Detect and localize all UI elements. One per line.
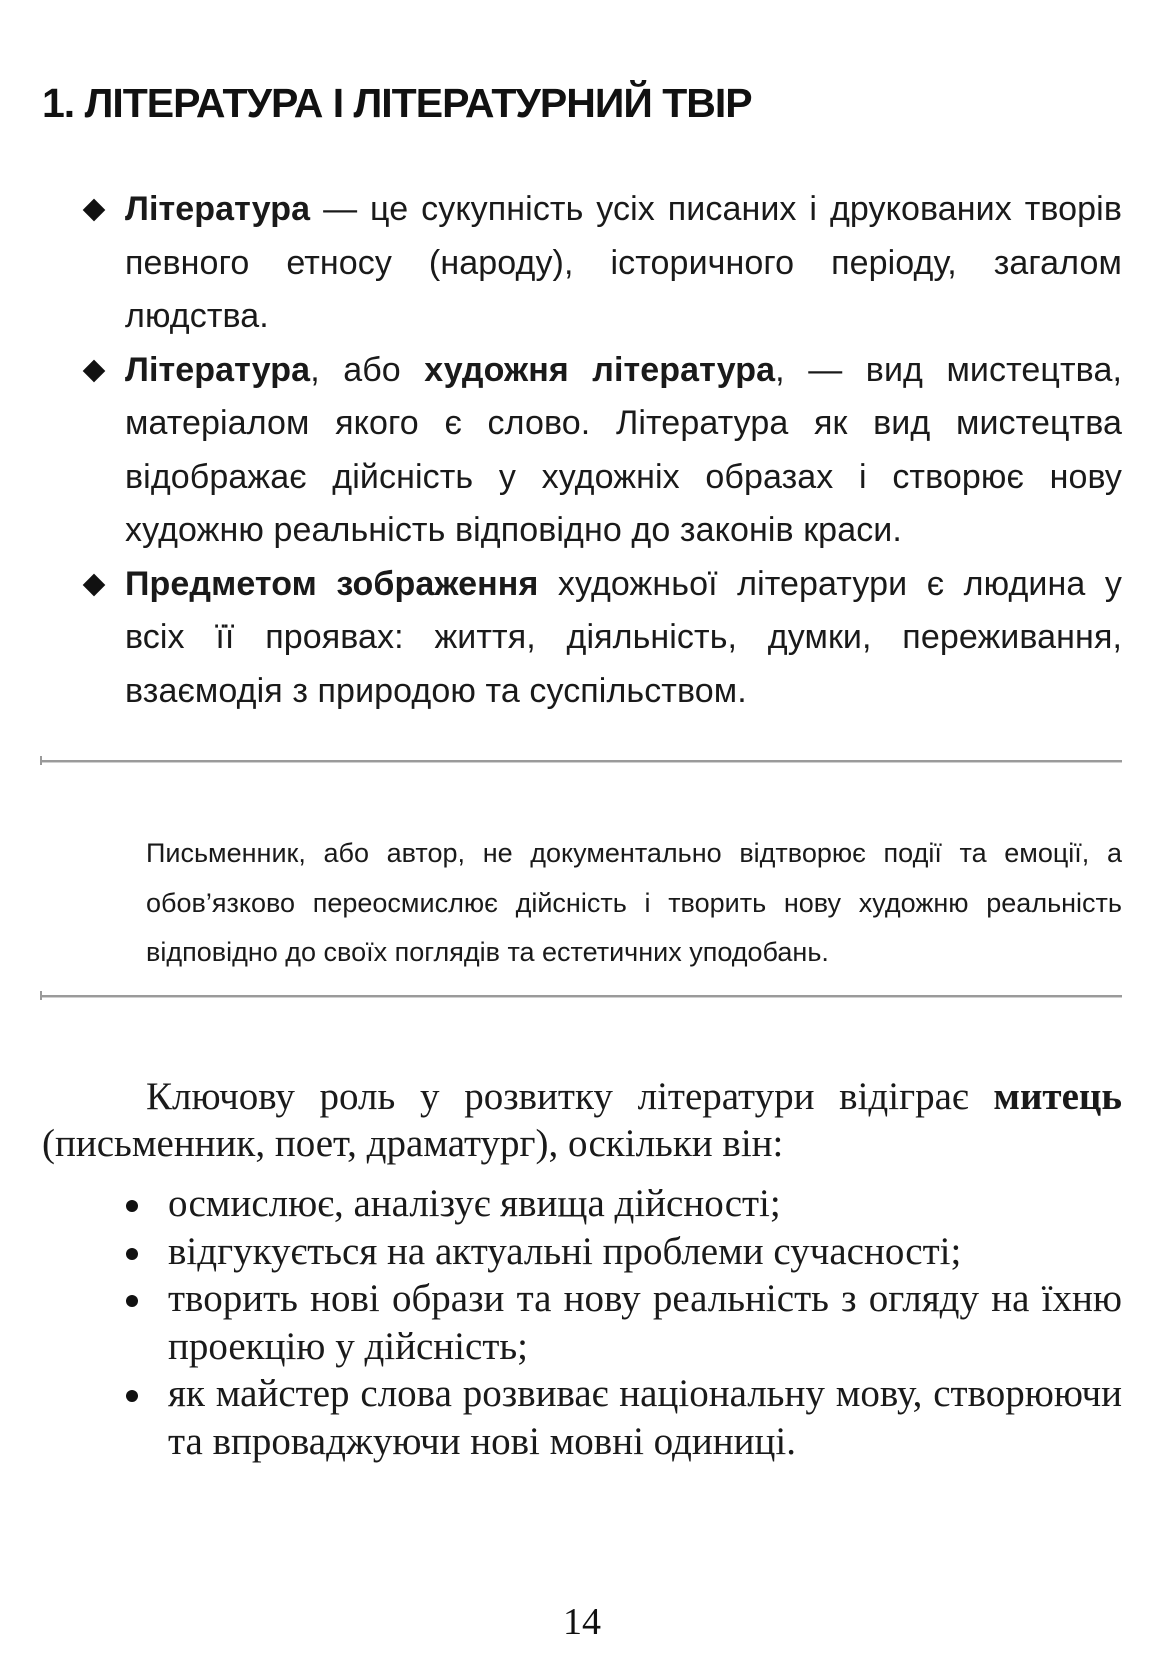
round-bullet-icon	[126, 1295, 138, 1307]
lead-bold-term: митець	[993, 1075, 1122, 1118]
artist-roles-list	[120, 1180, 1122, 1465]
list-item	[120, 1370, 1122, 1465]
list-item-text: відгукується на актуальні проблеми сучасності;	[168, 1229, 962, 1273]
diamond-bullet-icon	[83, 359, 106, 382]
definition-term: Література	[125, 190, 311, 228]
list-item	[120, 1275, 1122, 1370]
list-item-text: творить нові образи та нову реальність з огляду на їхню проекцію у дійсність;	[168, 1277, 1122, 1368]
definition-text: художньої літератури є людина у всіх її проявах: життя, діяльність, думки, переживання, взаємодія з природою та суспільством.	[125, 564, 1122, 710]
definition-text: , — вид мистецтва, матеріалом якого є слово. Література як вид мистецтва відображає дійсність у художніх образах і створює нову художню реальність відповідно до законів краси.	[125, 350, 1123, 549]
list-item-text: як майстер слова розвиває національну мову, створюючи та впроваджуючи нові мовні одиниці.	[168, 1372, 1122, 1463]
lead-text-end: (письменник, поет, драматург), оскільки він:	[42, 1122, 784, 1165]
definition-text: — це сукупність усіх писаних і друкованих творів певного етносу (народу), історичного періоду, загалом людства.	[125, 190, 1122, 335]
divider-bottom	[42, 995, 1122, 998]
diamond-bullet-icon	[83, 199, 106, 222]
list-item	[120, 1228, 1122, 1276]
list-item	[120, 1180, 1122, 1228]
lead-text-start: Ключову роль у розвитку літератури відіграє	[146, 1075, 994, 1118]
definition-term-secondary: художня література	[424, 350, 776, 389]
divider-top	[42, 760, 1122, 763]
definition-connector: , або	[310, 350, 425, 389]
note-block: Письменник, або автор, не документально відтворює події та емоції, а обов’язково переосмислює дійсність і творить нову художню реальність відповідно до своїх поглядів та естетичних уподобань.	[146, 838, 1122, 967]
definition-term: Література	[125, 350, 311, 389]
lead-paragraph	[42, 1073, 1122, 1167]
list-item-text: осмислює, аналізує явища дійсності;	[168, 1182, 781, 1225]
page-number: 14	[563, 1601, 601, 1643]
definition-item	[82, 183, 1122, 344]
round-bullet-icon	[126, 1390, 138, 1402]
definitions-list	[82, 183, 1122, 718]
page-title: 1. ЛІТЕРАТУРА І ЛІТЕРАТУРНИЙ ТВІР	[42, 80, 752, 126]
definition-item	[82, 344, 1122, 558]
diamond-bullet-icon	[83, 573, 106, 596]
definition-item	[82, 558, 1122, 719]
round-bullet-icon	[126, 1200, 138, 1212]
round-bullet-icon	[126, 1248, 138, 1260]
definition-term: Предметом зображення	[125, 564, 539, 603]
